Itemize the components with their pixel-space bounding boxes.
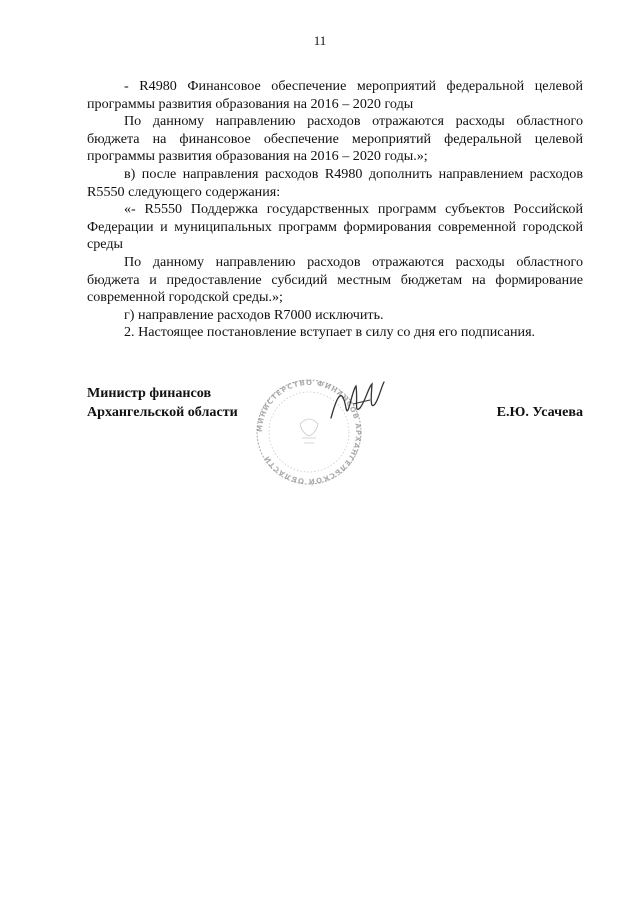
signatory-title-line1: Министр финансов xyxy=(87,385,212,401)
signatory-title xyxy=(87,384,238,422)
paragraph-effective-date: 2. Настоящее постановление вступает в силу со дня его подписания. xyxy=(124,324,536,341)
paragraph-r5550-description: По данному направлению расходов отражаются расходы областного бюджета и предоставление субсидий местным бюджетам на формирование современной городской среды.»; xyxy=(87,253,583,306)
signature-block xyxy=(87,378,583,534)
signatory-title-line2: Архангельской области xyxy=(87,404,238,420)
paragraph-r5550-item: «- R5550 Поддержка государственных программ субъектов Российской Федерации и муниципальных программ формирования современной городской среды xyxy=(87,201,583,253)
handwritten-signature xyxy=(327,378,387,428)
paragraph-amendment-g: г) направление расходов R7000 исключить. xyxy=(124,306,384,323)
page-number: 11 xyxy=(313,33,327,48)
signatory-name: Е.Ю. Усачева xyxy=(496,404,583,420)
paragraph-r4980-description: По данному направлению расходов отражаются расходы областного бюджета на финансовое обеспечение мероприятий федеральной целевой программы развития образования на 2016 – 2020 годы.»; xyxy=(87,113,583,165)
document-body xyxy=(87,78,583,342)
paragraph-r4980-item: - R4980 Финансовое обеспечение мероприятий федеральной целевой программы развития образования на 2016 – 2020 годы xyxy=(87,78,583,112)
seal-ring-text: МИНИСТЕРСТВО ФИНАНСОВ АРХАНГЕЛЬСКОЙ ОБЛАСТИ xyxy=(255,378,363,486)
paragraph-amendment-v: в) после направления расходов R4980 дополнить направлением расходов R5550 следующего содержания: xyxy=(87,165,583,200)
